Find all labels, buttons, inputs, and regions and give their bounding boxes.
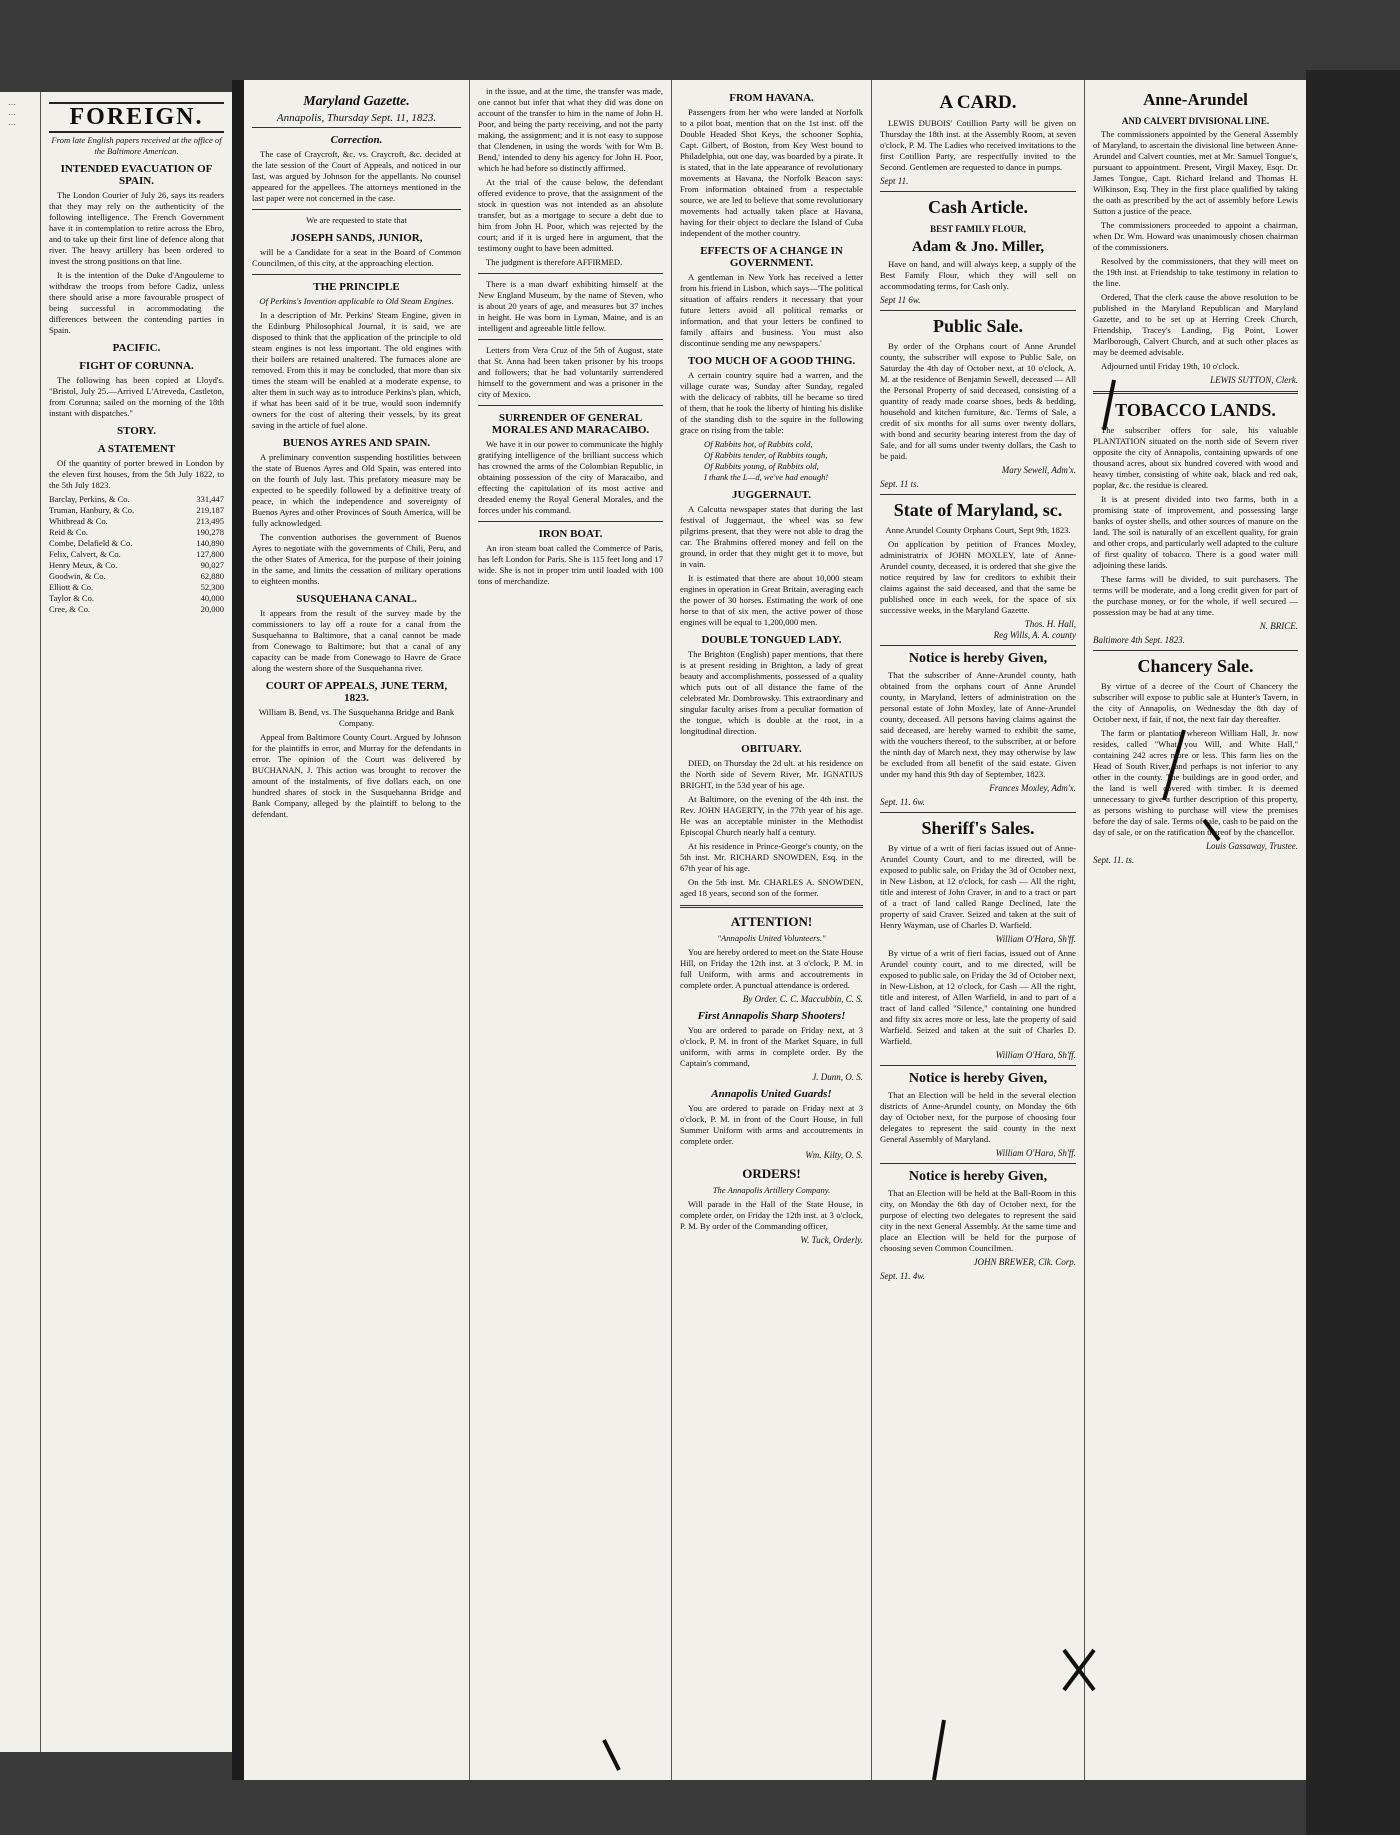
notice-paragraph-1: That the subscriber of Anne-Arundel county, hath obtained from the orphans court of Anne Arundel county, in Maryland, letters of administration on the personal estate of John Moxley, late of Anne-Arundel county, deceased. All persons having claims against the said deceased, are hereby warned to exhibit the same, with the vouchers thereof, to the subscriber, at or before the ninth day of March next, they may otherwise by law be excluded from all benefit of the said estate. Given under my hand this 9th day of September, 1823. <box>880 670 1076 779</box>
gazette-dateline: Annapolis, Thursday Sept. 11, 1823. <box>252 112 461 128</box>
card-heading: A CARD. <box>939 92 1017 113</box>
aa-paragraph-4: Ordered, That the clerk cause the above resolution to be published in the Maryland Republican and Maryland Gazette, and to be set up at Herring Creek Church, Friendship, Tracey's Landing, Fig Point, Lower Marlborough, Calvert Church, and at such other places as may be deemed advisable. <box>1093 292 1298 357</box>
sheriff-signature-2: William O'Hara, Sh'ff. <box>995 1050 1076 1060</box>
notice-heading-3: Notice is hereby Given, <box>908 1169 1048 1184</box>
verse-line: Of Rabbits young, of Rabbits old, <box>704 461 819 471</box>
chancery-paragraph-2: The farm or plantation whereon William Hall, Jr. now resides, called "What you Will, and White Hall," containing 242 acres more or less. This farm lies on the Head of South River, and perhaps is not inferior to any other in the county. The buildings are in good order, and the land is well covered with timber. It is deemed unnecessary to give a further description of this property, as persons wishing to purchase will view the premises before the day of sale. Terms of sale, cash to be paid on the day of sale, or on the ratification thereof by the chancellor. <box>1093 728 1298 837</box>
dwarf-paragraph: There is a man dwarf exhibiting himself at the New England Museum, by the name of Steven, who is about 20 years of age, and measures but 37 inches in height. He was born in Lyman, Maine, and is an intelligent and agreeable little fellow. <box>478 279 663 333</box>
vera-cruz-paragraph: Letters from Vera Cruz of the 5th of August, state that St. Anna had been taken prisoner by his troops and followers; that he had voluntarily surrendered himself to the government and was a prisoner in the city of Mexico. <box>478 345 663 399</box>
statement-paragraph: Of the quantity of porter brewed in London by the eleven first houses, from the 5th July 1822, to the 5th July 1823. <box>49 458 224 490</box>
orders-heading: ORDERS! <box>742 1166 801 1181</box>
flour-subheading: BEST FAMILY FLOUR, <box>930 224 1026 234</box>
notice-signature-3: JOHN BREWER, Clk. Corp. <box>973 1257 1076 1267</box>
divider <box>880 645 1076 646</box>
cash-date: Sept 11 6w. <box>880 295 921 305</box>
evacuation-paragraph: The London Courier of July 26, says its readers that they may rely on the authenticity of the following intelligence. The French Government have it in contemplation to retire across the Ebro, and to take up their first line of defence along that river. The heavy artillery has been ordered to invest the strong positions on that line. <box>49 190 224 266</box>
buenos-ayres-heading: BUENOS AYRES AND SPAIN. <box>282 437 431 449</box>
sheriff-paragraph-1: By virtue of a writ of fieri facias issued out of Anne-Arundel County Court, and to me directed, will be exposed to public sale, on Friday the 3d of October next, in New Lisbon, at 12 o'clock, for cash — All the right, title and interest of John Craver, in and to a tract or part of a tract of land called Range Declined, late the property of said Craver. Seized and taken at the suit of Henry Wayman, use of Charles D. Warfield. <box>880 843 1076 930</box>
brewer-row: Felix, Calvert, & Co. 127,800 <box>49 549 224 560</box>
card-date: Sept 11. <box>880 176 909 186</box>
sharp-shooters-paragraph: You are ordered to parade on Friday next, at 3 o'clock, P. M. in front of the Market Square, in full uniform, with arms in complete order. By the Captain's command, <box>680 1025 863 1068</box>
foreign-news-column <box>40 92 232 1752</box>
correction-heading: Correction. <box>330 134 383 146</box>
firm-name: Adam & Jno. Miller, <box>911 239 1045 255</box>
divider <box>252 209 461 210</box>
notice-heading-1: Notice is hereby Given, <box>908 651 1048 666</box>
divider <box>880 812 1076 813</box>
principle-heading: THE PRINCIPLE <box>313 281 400 293</box>
notice-date-3: Sept. 11. 4w. <box>880 1271 925 1281</box>
effects-paragraph: A gentleman in New York has received a letter from his friend in Lisbon, which says—'The political situation of affairs renders it necessary that your future letters avoid all political remarks or information, and that your letters be confined to family affairs and business. You must also discontinue sending me any newspapers.' <box>680 272 863 348</box>
obituary-4: On the 5th inst. Mr. CHARLES A. SNOWDEN, aged 18 years, second son of the former. <box>680 877 863 898</box>
brewer-row: Henry Meux, & Co. 90,027 <box>49 560 224 571</box>
iron-boat-paragraph: An iron steam boat called the Commerce of Paris, has left London for Paris. She is 115 feet long and 17 wide. She is not in proper trim until loaded with 100 tons of merchandize. <box>478 543 663 586</box>
sharp-shooters-signature: J. Dunn, O. S. <box>812 1072 863 1082</box>
tobacco-lands-heading: TOBACCO LANDS. <box>1115 400 1276 420</box>
court-judgment: The judgment is therefore AFFIRMED. <box>486 257 623 267</box>
aa-paragraph-2: The commissioners proceeded to appoint a chairman, when Dr. Wm. Howard was unanimously chosen chairman of the commissioners. <box>1093 220 1298 252</box>
right-edge-shadow <box>1306 70 1400 1835</box>
column-5 <box>1084 80 1306 1780</box>
chancery-sale-heading: Chancery Sale. <box>1137 656 1254 676</box>
court-heading: COURT OF APPEALS, JUNE TERM, 1823. <box>265 680 448 704</box>
notice-date-1: Sept. 11. 6w. <box>880 797 925 807</box>
brewer-row: Goodwin, & Co. 62,880 <box>49 571 224 582</box>
column-1 <box>244 80 469 1780</box>
artillery-subheading: The Annapolis Artillery Company. <box>712 1185 831 1195</box>
guards-signature: Wm. Kilty, O. S. <box>805 1150 863 1160</box>
brewer-row: Cree, & Co. 20,000 <box>49 604 224 615</box>
public-sale-signature: Mary Sewell, Adm'x. <box>1001 465 1076 475</box>
orders-signature: W. Tuck, Orderly. <box>800 1235 863 1245</box>
tobacco-date: Baltimore 4th Sept. 1823. <box>1093 635 1185 645</box>
left-partial-page <box>0 92 232 1752</box>
buenos-ayres-paragraph: A preliminary convention suspending hostilities between the state of Buenos Ayres and Old Spain, was entered into on the fourth of July last. This prefatory measure may be expected to be speedily followed by a definitive treaty of peace, in which the independence and sovereignty of Buenos Ayres and other Provinces of South America, will be fully acknowledged. <box>252 452 461 528</box>
correction-paragraph: The case of Craycroft, &c. vs. Craycroft, &c. decided at the late session of the Court of Appeals, and noticed in our last, was argued by Johnson for the appellants. No counsel appeared for the appellees. The attorneys mentioned in the last paper were not concerned in the case. <box>252 149 461 203</box>
gazette-page <box>244 80 1306 1780</box>
sheriffs-sales-heading: Sheriff's Sales. <box>921 818 1035 838</box>
public-sale-heading: Public Sale. <box>932 316 1023 336</box>
divider <box>1093 650 1298 651</box>
lady-paragraph: The Brighton (English) paper mentions, that there is at present residing in Brighton, a lady of great beauty and accomplishments, possessed of a quality which puts out of all distance the fame of the celebrated Mr. Dombrowsky. This extraordinary and singular faculty arises from a peculiar formation of the tongue, which is double at the root, in a longitudinal direction. <box>680 649 863 736</box>
havana-paragraph: Passengers from her who were landed at Norfolk to a pilot boat, mention that on the 1st inst. off the Double Headed Shot Keys, the schooner Sophia, Capt. Gilbert, of Boston, from Key West bound to Philadelphia, out one day, was boarded by a pirate. It is stated, that in the late appearance of revolutionary movements at Havana, the Norfolk Beacon says: From information obtained from a respectable source, we are led to believe that some revolutionary movements had actually taken place at Havana, having for their object to declare the Island of Cuba independent of the mother country. <box>680 107 863 238</box>
verse-line: I thank the L—d, we've had enough! <box>704 472 829 482</box>
sheriff-paragraph-2: By virtue of a writ of fieri facias, issued out of Anne Arundel county court, and to me directed, will be exposed to public sale, on Friday the 3d of October next, in New-Lisbon, at 12 o'clock, for Cash — All the right, title and interest, of Allen Warfield, in and to part of a tract of land called "Silence," containing one hundred and fifty six acres more or less, late the property of said Warfield. Seized and taken at the suit of Charles D. Warfield. <box>880 948 1076 1046</box>
brewer-row: Reid & Co. 190,278 <box>49 527 224 538</box>
orders-paragraph: Will parade in the Hall of the State House, in complete order, on Friday the 12th inst. at 3 o'clock, P. M. By order of the Commanding officer, <box>680 1199 863 1231</box>
guards-paragraph: You are ordered to parade on Friday next at 3 o'clock, P. M. in front of the Court House, in full Summer Uniform with arms and accoutrements in complete order. <box>680 1103 863 1146</box>
divider <box>478 405 663 406</box>
brewer-row: Barclay, Perkins, & Co. 331,447 <box>49 494 224 504</box>
verse-line: Of Rabbits tender, of Rabbits tough, <box>704 450 828 460</box>
evacuation-heading: INTENDED EVACUATION OF SPAIN. <box>60 163 213 187</box>
obituary-heading: OBITUARY. <box>741 743 802 755</box>
public-sale-date: Sept. 11 ts. <box>880 479 919 489</box>
iron-boat-heading: IRON BOAT. <box>538 528 603 540</box>
case-title: William B. Bend, vs. The Susquehanna Bridge and Bank Company. <box>258 707 455 728</box>
tobacco-signature: N. BRICE. <box>1259 621 1298 631</box>
divider <box>880 191 1076 192</box>
brewer-row: Combe, Delafield & Co. 140,890 <box>49 538 224 549</box>
divisional-line-subheading: AND CALVERT DIVISIONAL LINE. <box>1121 116 1270 126</box>
aa-signature: LEWIS SUTTON, Clerk. <box>1210 375 1298 385</box>
notice-signature-1: Frances Moxley, Adm'x. <box>989 783 1076 793</box>
state-paragraph: On application by petition of Frances Moxley, administratrix of JOHN MOXLEY, late of Anne-Arundel county, deceased, it is ordered that she give the notice required by law for creditors to exhibit their claims against the said deceased, and that the same be published once in each week, for the space of six successive weeks, in the Maryland Gazette. <box>880 539 1076 615</box>
principle-paragraph: In a description of Mr. Perkins' Steam Engine, given in the Edinburg Philosophical Journal, it is said, we are disposed to think that the application of the principle to old steam engines is not less important. The old engines with their boilers are retained unaltered. The furnaces alone are removed. From this it may be concluded, that more than six times the steam will be enabled at a moderate expense, to alter them in such way as to introduce Perkins's plan, which, if what has been said of it be true, would soon indemnify owners for the cost of altering their vessels, by its great saving in the article of fuel alone. <box>252 310 461 430</box>
verse-line: Of Rabbits hot, of Rabbits cold, <box>704 439 813 449</box>
divider <box>880 1065 1076 1066</box>
column-3 <box>671 80 871 1780</box>
brewer-row: Taylor & Co. 40,000 <box>49 593 224 604</box>
card-paragraph: LEWIS DUBOIS' Cotillion Party will be given on Thursday the 18th inst. at the Assembly Room, at seven o'clock, P. M. The Ladies who received invitations to the first Cotillion Party, are respectfully invited to the Second. Gentlemen are requested to dance in pumps. <box>880 118 1076 172</box>
register-name: Thos. H. Hall, <box>1024 619 1076 629</box>
effects-heading: EFFECTS OF A CHANGE IN GOVERNMENT. <box>700 245 843 269</box>
good-thing-heading: TOO MUCH OF A GOOD THING. <box>687 355 856 367</box>
divider <box>252 274 461 275</box>
foreign-masthead: FOREIGN. <box>49 102 224 133</box>
chancery-signature: Louis Gassaway, Trustee. <box>1205 841 1298 851</box>
canal-paragraph: It appears from the result of the survey made by the commissioners to lay off a route for a canal from the Susquehanna to Baltimore, that a canal cannot be made from Conewago to Baltimore; but that a canal of any capacity can be made from Conewago to Havre de Grace along the western shore of the Susquehanna river. <box>252 608 461 673</box>
book-spine <box>232 80 244 1780</box>
foreign-intro: From late English papers received at the office of the Baltimore American. <box>51 135 222 156</box>
guards-heading: Annapolis United Guards! <box>711 1088 832 1100</box>
brewer-row: Whitbread & Co. 213,495 <box>49 516 224 527</box>
volunteers-subheading: "Annapolis United Volunteers." <box>717 933 826 943</box>
divider <box>478 273 663 274</box>
lady-heading: DOUBLE TONGUED LADY. <box>701 634 842 646</box>
left-page-cropped-column: … … … <box>8 98 16 128</box>
divider <box>880 494 1076 495</box>
divider <box>478 521 663 522</box>
story-heading: STORY. <box>116 425 157 437</box>
court-continued-2: At the trial of the cause below, the defendant offered evidence to prove, that the assignment of the stock in question was not intended as an absolute transfer, but as a mortgage to secure a debt due to him from John H. Poor, which was rejected by the court; and if it is urged here in argument, that the testimony ought to have been admitted. <box>478 177 663 253</box>
corunna-heading: FIGHT OF CORUNNA. <box>79 360 194 372</box>
tobacco-paragraph-1: The subscriber offers for sale, his valuable PLANTATION situated on the north side of Severn river opposite the city of Annapolis, containing upwards of one thousand acres, about six hundred covered with wood and heavy timber, consisting of white oak, black and red oak, poplar, &c. the residue is cleared. <box>1093 425 1298 490</box>
notice-paragraph-3: That an Election will be held at the Ball-Room in this city, on Monday the 6th day of October next, for the purpose of electing two delegates to represent the said city in the next General Assembly. At the same time and place an Election will be held for the purpose of choosing seven Common Councilmen. <box>880 1188 1076 1253</box>
brewer-row: Elliott & Co. 52,300 <box>49 582 224 593</box>
juggernaut-paragraph: A Calcutta newspaper states that during the last festival of Juggernaut, the wheel was so few pilgrims present, that they were not able to drag the car. The Brahmins offered money and fell on the ground, in order that they might get it to move, but in vain. <box>680 504 863 569</box>
good-thing-paragraph: A certain country squire had a warren, and the village curate was, Sunday after Sunday, regaled with the delicacy of rabbits, till he became so tired of them, that he took the liberty of hinting his dislike of the standing dish to the squire in the following grace on rising from the table: <box>680 370 863 435</box>
attention-heading: ATTENTION! <box>730 914 813 929</box>
surrender-paragraph: We have it in our power to communicate the highly gratifying intelligence of the brilliant success which has crowned the arms of the Colombian Republic, in obtaining possession of the city of Maracaibo, and effecting the capitulation of its most active and dreaded enemy the Royal General Morales, and the forces under his command. <box>478 439 663 515</box>
orphans-court-subheading: Anne Arundel County Orphans Court, Sept 9th, 1823. <box>885 525 1071 535</box>
court-continued: in the issue, and at the time, the transfer was made, one cannot but infer that what they did was done on account of the transfer to him in the name of John H. Poor, and being the party receiving, and not the party making, the assignment; and it is not easy to suppose that Clendenen, in using the words 'with for Wm B. Bend,' intended to deny his agency for John H. Poor, which he had before so distinctly affirmed. <box>478 86 663 173</box>
public-sale-paragraph: By order of the Orphans court of Anne Arundel county, the subscriber will expose to Public Sale, on Saturday the 4th day of October next, at 10 o'clock, A. M. at the residence of Benjamin Sewell, deceased — All the Personal Property of said deceased, consisting of a quantity of ready made coarse shoes, beds & bedding, household and kitchen furniture, &c. Terms of Sale, a credit of six months for all sums over twenty dollars, with bond and security bearing interest from the day of Sale, and for all sums under twenty dollars, the Cash to be paid. <box>880 341 1076 461</box>
candidate-paragraph: will be a Candidate for a seat in the Board of Common Councilmen, of this city, at the approaching election. <box>252 247 461 268</box>
divider <box>478 339 663 340</box>
juggernaut-heading: JUGGERNAUT. <box>732 489 811 501</box>
buenos-ayres-paragraph-2: The convention authorises the government of Buenos Ayres to negotiate with the governments of Chili, Peru, and the other States of America, for the purpose of their joining in the same, and limits the cessation of military operations to eighteen months. <box>252 532 461 586</box>
chancery-date: Sept. 11. ts. <box>1093 855 1135 865</box>
aa-paragraph-5: Adjourned until Friday 19th, 10 o'clock. <box>1101 361 1240 371</box>
notice-paragraph-2: That an Election will be held in the several election districts of Anne-Arundel county, on Monday the 6th day of October next, for the purpose of choosing four delegates to represent the said county in the next General Assembly of Maryland. <box>880 1090 1076 1144</box>
notice-heading-2: Notice is hereby Given, <box>908 1071 1048 1086</box>
statement-heading: A STATEMENT <box>97 443 176 455</box>
divider <box>880 1163 1076 1164</box>
cash-article-heading: Cash Article. <box>928 197 1028 217</box>
tobacco-paragraph-3: These farms will be divided, to suit purchasers. The terms will be moderate, and a long credit given for part of the purchase money, or for the whole, if well secured — possession may be had at any time. <box>1093 574 1298 617</box>
brewer-row: Truman, Hanbury, & Co. 219,187 <box>49 505 224 516</box>
column-4 <box>871 80 1084 1780</box>
principle-subheading: Of Perkins's Invention applicable to Old Steam Engines. <box>259 296 454 306</box>
register-title: Reg Wills, A. A. county <box>993 630 1076 640</box>
anne-arundel-heading: Anne-Arundel <box>1143 90 1248 109</box>
attention-signature: By Order. C. C. Maccubbin, C. S. <box>742 994 863 1004</box>
request-line: We are requested to state that <box>306 215 407 225</box>
aa-paragraph-1: The commissioners appointed by the General Assembly of Maryland, to ascertain the divisional line between Anne-Arundel and Calvert counties, met at Mr. Samuel Tongue's, pursuant to appointment. Present, Virgil Maxey, Esqr. Dr. James Tongue, Capt. Richard Ireland and Thomas H. Wilkinson, Esq. They in the first place qualified by taking the oath as prescribed by the act of assembly before Lewis Sutton a justice of the peace. <box>1093 129 1298 216</box>
cash-paragraph: Have on hand, and will always keep, a supply of the Best Family Flour, which they will sell on accommodating terms, for Cash only. <box>880 259 1076 291</box>
obituary-1: DIED, on Thursday the 2d ult. at his residence on the North side of Severn River, Mr. IGNATIUS BRIGHT, in the 53d year of his age. <box>680 758 863 790</box>
aa-paragraph-3: Resolved by the commissioners, that they will meet on the 19th inst. at Friendship to take testimony in relation to the line. <box>1093 256 1298 288</box>
divider <box>880 310 1076 311</box>
chancery-paragraph-1: By virtue of a decree of the Court of Chancery the subscriber will expose to public sale at Hunter's Tavern, in the city of Annapolis, on Wednesday the 8th day of October next, if fair, if not, the next fair day thereafter. <box>1093 681 1298 724</box>
gazette-masthead: Maryland Gazette. <box>303 94 410 109</box>
cadiz-paragraph: It is the intention of the Duke d'Angouleme to withdraw the troops from before Cadiz, unless there should arise a more favourable prospect of being successful in accommodating the differences between the contending parties in Spain. <box>49 270 224 335</box>
column-2 <box>469 80 671 1780</box>
sharp-shooters-heading: First Annapolis Sharp Shooters! <box>697 1010 846 1022</box>
canal-heading: SUSQUEHANA CANAL. <box>296 593 417 605</box>
pacific-heading: PACIFIC. <box>112 342 161 354</box>
corunna-paragraph: The following has been copied at Lloyd's. "Bristol, July 25.—Arrived L'Atreveda, Castleton, from Corunna; sailed on the morning of the 18th instant with dispatches." <box>49 375 224 418</box>
sheriff-signature-1: William O'Hara, Sh'ff. <box>995 934 1076 944</box>
obituary-2: At Baltimore, on the evening of the 4th inst. the Rev. JOHN HAGERTY, in the 77th year of his age. He was an acceptable minister in the Methodist Episcopal Church nearly half a century. <box>680 794 863 837</box>
rabbit-verse <box>680 439 863 483</box>
havana-heading: FROM HAVANA. <box>729 92 814 104</box>
obituary-3: At his residence in Prince-George's county, on the 5th inst. Mr. RICHARD SNOWDEN, Esq. in the 67th year of his age. <box>680 841 863 873</box>
brewers-table <box>49 494 224 616</box>
state-of-maryland-heading: State of Maryland, sc. <box>893 500 1063 520</box>
tobacco-paragraph-2: It is at present divided into two farms, both in a promising state of improvement, and possessing large banks of oyster shells, and other sources of manure on the land. The soil is naturally of an excellent quality, for grain and other crops, and particularly well adapted to the culture of first quality of tobacco. There is a good water mill adjoining these lands. <box>1093 494 1298 570</box>
double-divider <box>680 905 863 908</box>
court-paragraph: Appeal from Baltimore County Court. Argued by Johnson for the plaintiffs in error, and Murray for the defendants in error. The opinion of the Court was delivered by BUCHANAN, J. This action was brought to recover the amount of the instalments, of five dollars each, on one hundred shares of stock in the Susquehanna Bridge and Bank Company, alleged by the plaintiff to belong to the defendant. <box>252 732 461 819</box>
attention-paragraph: You are hereby ordered to meet on the State House Hill, on Friday the 12th inst. at 3 o'clock, P. M. in full Uniform, with arms and accoutrements in complete order. A punctual attendance is ordered. <box>680 947 864 990</box>
surrender-heading: SURRENDER OF GENERAL MORALES AND MARACAIBO. <box>491 412 650 436</box>
notice-signature-2: William O'Hara, Sh'ff. <box>995 1148 1076 1158</box>
double-divider <box>1093 391 1298 394</box>
candidate-name: JOSEPH SANDS, JUNIOR, <box>290 232 423 244</box>
steam-engines-paragraph: It is estimated that there are about 10,000 steam engines in operation in Great Britain, averaging each the power of 30 horses. Estimating the work of one horse to that of six men, the active power of those engines will be equal to 1,200,000 men. <box>680 573 863 627</box>
